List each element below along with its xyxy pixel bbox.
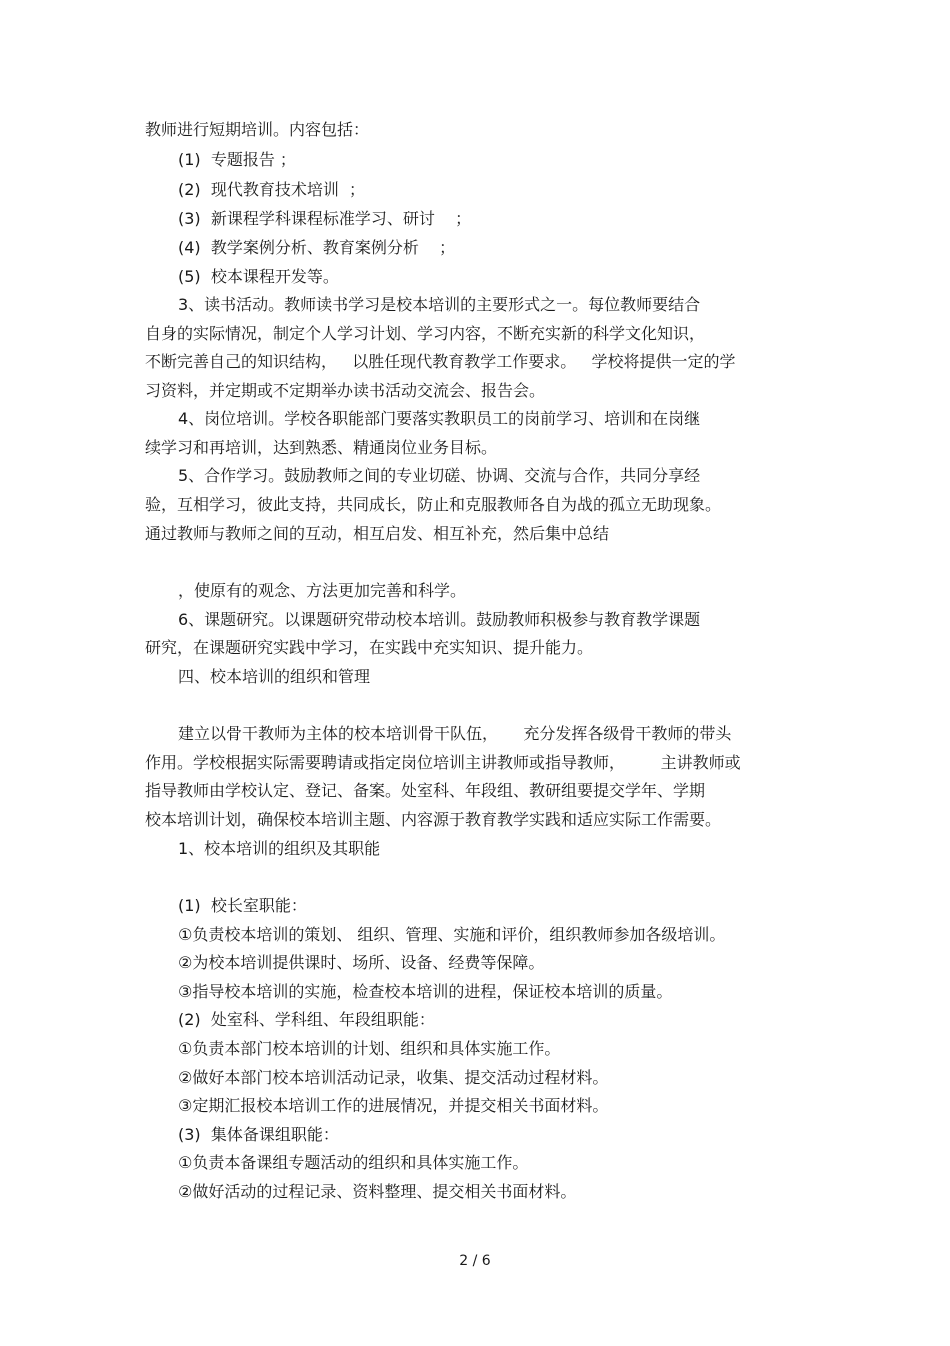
subsection-heading: 1、校本培训的组织及其职能: [178, 839, 381, 858]
list-item: ③指导校本培训的实施，检查校本培训的进程，保证校本培训的质量。: [178, 982, 673, 1001]
list-item: (2) 现代教育技术培训 ；: [178, 180, 366, 199]
section-heading: 四、校本培训的组织和管理: [178, 667, 371, 686]
list-item: ②做好本部门校本培训活动记录，收集、提交活动过程材料。: [178, 1068, 609, 1087]
text-line: 验，互相学习，彼此支持，共同成长，防止和克服教师各自为战的孤立无助现象。: [145, 495, 722, 514]
text-line: 习资料，并定期或不定期举办读书活动交流会、报告会。: [145, 381, 546, 400]
list-item: (1) 专题报告 ；: [178, 150, 296, 169]
list-item: ②做好活动的过程记录、资料整理、提交相关书面材料。: [178, 1182, 577, 1201]
text-line: 3、读书活动。教师读书学习是校本培训的主要形式之一。每位教师要结合: [178, 295, 701, 314]
text-line: 作用。学校根据实际需要聘请或指定岗位培训主讲教师或指导教师， 主讲教师或: [145, 753, 741, 772]
list-item: ③定期汇报校本培训工作的进展情况，并提交相关书面材料。: [178, 1096, 609, 1115]
text-line: 6、课题研究。以课题研究带动校本培训。鼓励教师积极参与教育教学课题: [178, 610, 701, 629]
text-line: 5、合作学习。鼓励教师之间的专业切磋、协调、交流与合作，共同分享经: [178, 466, 701, 485]
list-item: ②为校本培训提供课时、场所、设备、经费等保障。: [178, 953, 545, 972]
text-line: 研究，在课题研究实践中学习，在实践中充实知识、提升能力。: [145, 638, 594, 657]
list-item: (3) 集体备课组职能：: [178, 1125, 339, 1144]
text-line: 教师进行短期培训。内容包括：: [145, 120, 370, 139]
text-line: 建立以骨干教师为主体的校本培训骨干队伍， 充分发挥各级骨干教师的带头: [178, 724, 732, 743]
list-item: (5) 校本课程开发等。: [178, 267, 339, 286]
list-item: (2) 处室科、学科组、年段组职能：: [178, 1010, 435, 1029]
text-line: 通过教师与教师之间的互动，相互启发、相互补充，然后集中总结: [145, 524, 610, 543]
list-item: ①负责本部门校本培训的计划、组织和具体实施工作。: [178, 1039, 561, 1058]
list-item: (3) 新课程学科课程标准学习、研讨 ；: [178, 209, 472, 228]
list-item: (1) 校长室职能：: [178, 896, 307, 915]
text-line: ，使原有的观念、方法更加完善和科学。: [178, 581, 467, 600]
text-line: 4、岗位培训。学校各职能部门要落实教职员工的岗前学习、培训和在岗继: [178, 409, 701, 428]
text-line: 自身的实际情况，制定个人学习计划、学习内容，不断充实新的科学文化知识，: [145, 324, 706, 343]
page-number: 2 / 6: [459, 1253, 491, 1269]
text-line: 指导教师由学校认定、登记、备案。处室科、年段组、教研组要提交学年、学期: [145, 781, 706, 800]
list-item: ①负责校本培训的策划、 组织、管理、实施和评价，组织教师参加各级培训。: [178, 925, 726, 944]
list-item: ①负责本备课组专题活动的组织和具体实施工作。: [178, 1153, 529, 1172]
text-line: 续学习和再培训，达到熟悉、精通岗位业务目标。: [145, 438, 498, 457]
text-line: 校本培训计划，确保校本培训主题、内容源于教育教学实践和适应实际工作需要。: [145, 810, 722, 829]
text-line: 不断完善自己的知识结构， 以胜任现代教育教学工作要求。 学校将提供一定的学: [145, 352, 736, 371]
list-item: (4) 教学案例分析、教育案例分析 ；: [178, 238, 456, 257]
